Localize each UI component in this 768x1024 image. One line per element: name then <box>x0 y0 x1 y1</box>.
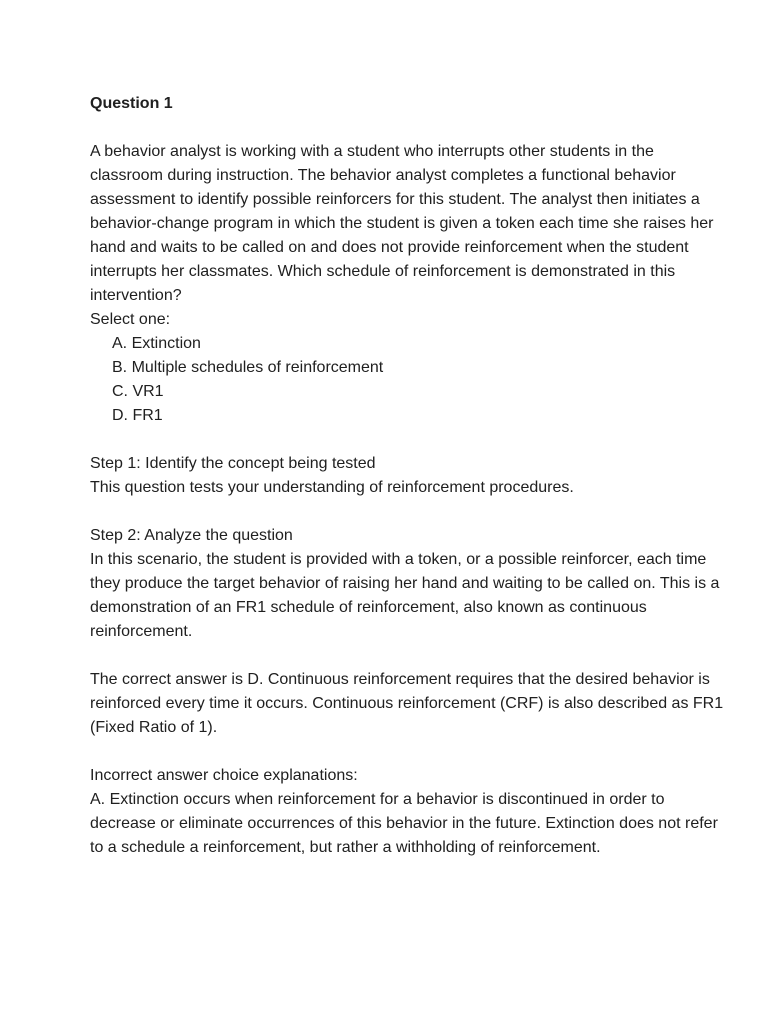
spacer <box>90 428 730 452</box>
option-c: C. VR1 <box>112 383 164 400</box>
option-d: D. FR1 <box>112 407 163 424</box>
incorrect-a-explanation: A. Extinction occurs when reinforcement for a behavior is discontinued in order to decrease or eliminate occurrences of this behavior in the future. Extinction does not refer to a schedule a reinforcement, but rather a withholding of reinforcement. <box>90 791 718 856</box>
question-text: A behavior analyst is working with a student who interrupts other students in the classroom during instruction. The behavior analyst completes a functional behavior assessment to identify possible reinforcers for this student. The analyst then initiates a behavior-change program in which the student is given a token each time she raises her hand and waits to be called on and does not provide reinforcement when the student interrupts her classmates. Which schedule of reinforcement is demonstrated in this intervention? <box>90 143 714 304</box>
step2-text: In this scenario, the student is provided with a token, or a possible reinforcer, each time they produce the target behavior of raising her hand and waiting to be called on. This is a demonstration of an FR1 schedule of reinforcement, also known as continuous reinforcement. <box>90 551 720 640</box>
select-prompt: Select one: <box>90 311 171 328</box>
document-page <box>90 92 730 860</box>
option-b: B. Multiple schedules of reinforcement <box>112 359 384 376</box>
step1-heading: Step 1: Identify the concept being tested <box>90 455 376 472</box>
step1-text: This question tests your understanding of reinforcement procedures. <box>90 479 574 496</box>
answer-explanation: The correct answer is D. Continuous reinforcement requires that the desired behavior is reinforced every time it occurs. Continuous reinforcement (CRF) is also described as FR1 (Fixed Ratio of 1). <box>90 671 724 736</box>
step2-heading: Step 2: Analyze the question <box>90 527 293 544</box>
answer-options-list <box>90 332 730 428</box>
incorrect-heading: Incorrect answer choice explanations: <box>90 767 358 784</box>
spacer <box>90 644 730 668</box>
spacer <box>90 740 730 764</box>
question-title: Question 1 <box>90 95 173 112</box>
option-a: A. Extinction <box>112 335 201 352</box>
spacer <box>90 500 730 524</box>
